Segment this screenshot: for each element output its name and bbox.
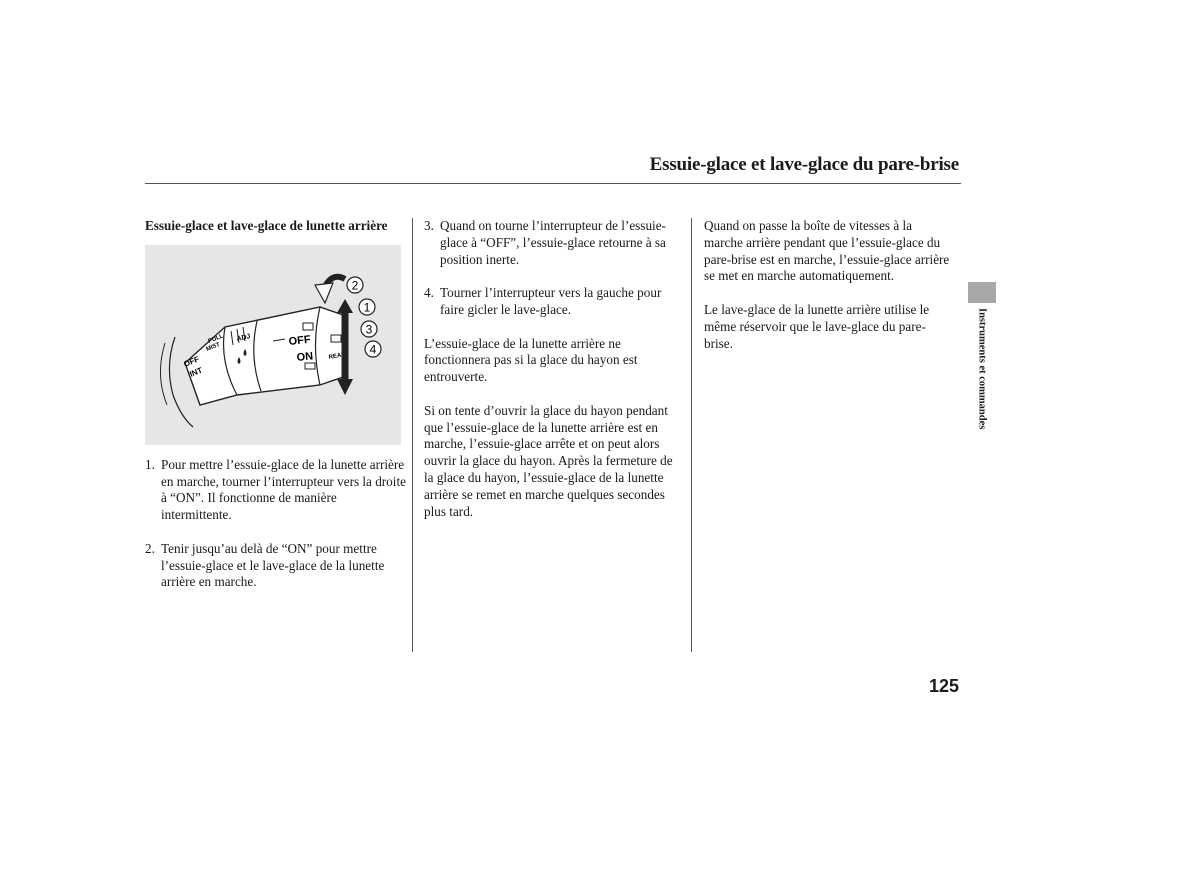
column-divider bbox=[691, 218, 692, 652]
switch-label-pull: PULL bbox=[207, 333, 225, 345]
switch-label-adj: ADJ bbox=[235, 332, 252, 343]
callout-number: 3 bbox=[365, 322, 373, 337]
switch-label-off-front: OFF bbox=[182, 354, 201, 369]
rotation-arrow-head-up bbox=[337, 299, 353, 313]
switch-label-on: ON bbox=[296, 350, 314, 364]
callout-number: 1 bbox=[363, 300, 371, 315]
step-number: 1. bbox=[145, 456, 155, 472]
switch-label-mist: MIST bbox=[205, 341, 222, 353]
wiper-switch-drawing bbox=[145, 245, 401, 445]
washer-arrow-head bbox=[315, 283, 333, 303]
paragraph: Le lave-glace de la lunette arrière utilise le même réservoir que le lave-glace du pare-brise. bbox=[704, 301, 930, 351]
page-number: 125 bbox=[928, 676, 959, 696]
paragraph: Quand on passe la boîte de vitesses à la marche arrière pendant que l’essuie-glace du pare-brise est en marche, l’essuie-glace arrière se met en marche automatiquement. bbox=[704, 218, 950, 284]
column-2 bbox=[424, 218, 682, 537]
wiper-switch-illustration bbox=[145, 245, 401, 445]
callout-number: 4 bbox=[369, 342, 377, 357]
switch-label-int: INT bbox=[188, 365, 204, 379]
column-outline-inner bbox=[160, 343, 167, 405]
numbered-step bbox=[424, 285, 682, 319]
numbered-step bbox=[145, 457, 407, 524]
section-tab-label: Instruments et commandes bbox=[976, 308, 988, 430]
section-heading: Essuie-glace et lave-glace de lunette arrière bbox=[145, 218, 388, 233]
paragraph: Si on tente d’ouvrir la glace du hayon pendant que l’essuie-glace de la lunette arrière est en marche, l’essuie-glace arrête et on peut alors ouvrir la glace du hayon. Après la fermeture de la glace du hayon, l’essuie-glace de la lunette arrière se remet en marche quelques secondes plus tard. bbox=[424, 402, 673, 519]
rotation-arrow-head-down bbox=[337, 379, 353, 395]
column-1 bbox=[145, 218, 407, 608]
column-3 bbox=[704, 218, 954, 369]
switch-label-rear: REAR bbox=[328, 351, 347, 361]
step-text: Quand on tourne l’interrupteur de l’essuie-glace à “OFF”, l’essuie-glace retourne à sa position inerte. bbox=[440, 218, 666, 267]
callout-number: 2 bbox=[351, 278, 359, 293]
switch-label-off: OFF bbox=[288, 333, 312, 348]
step-text: Tenir jusqu’au delà de “ON” pour mettre l’essuie-glace et le lave-glace de la lunette arrière en marche. bbox=[161, 540, 385, 590]
step-number: 4. bbox=[424, 285, 434, 301]
step-text: Tourner l’interrupteur vers la gauche pour faire gicler le lave-glace. bbox=[440, 285, 662, 317]
page-title: Essuie-glace et lave-glace du pare-brise bbox=[649, 154, 959, 175]
step-number: 2. bbox=[145, 540, 155, 556]
step-number: 3. bbox=[424, 218, 434, 233]
lever-body bbox=[185, 307, 343, 405]
column-divider bbox=[412, 218, 413, 652]
numbered-step bbox=[145, 541, 407, 591]
title-divider bbox=[145, 183, 961, 184]
column-outline bbox=[169, 337, 193, 427]
numbered-step bbox=[424, 218, 682, 268]
section-tab bbox=[968, 282, 996, 303]
step-text: Pour mettre l’essuie-glace de la lunette arrière en marche, tourner l’interrupteur vers la droite à “ON”. Il fonctionne de manière intermittente. bbox=[161, 456, 406, 523]
paragraph: L’essuie-glace de la lunette arrière ne fonctionnera pas si la glace du hayon est entrouverte. bbox=[424, 335, 638, 385]
